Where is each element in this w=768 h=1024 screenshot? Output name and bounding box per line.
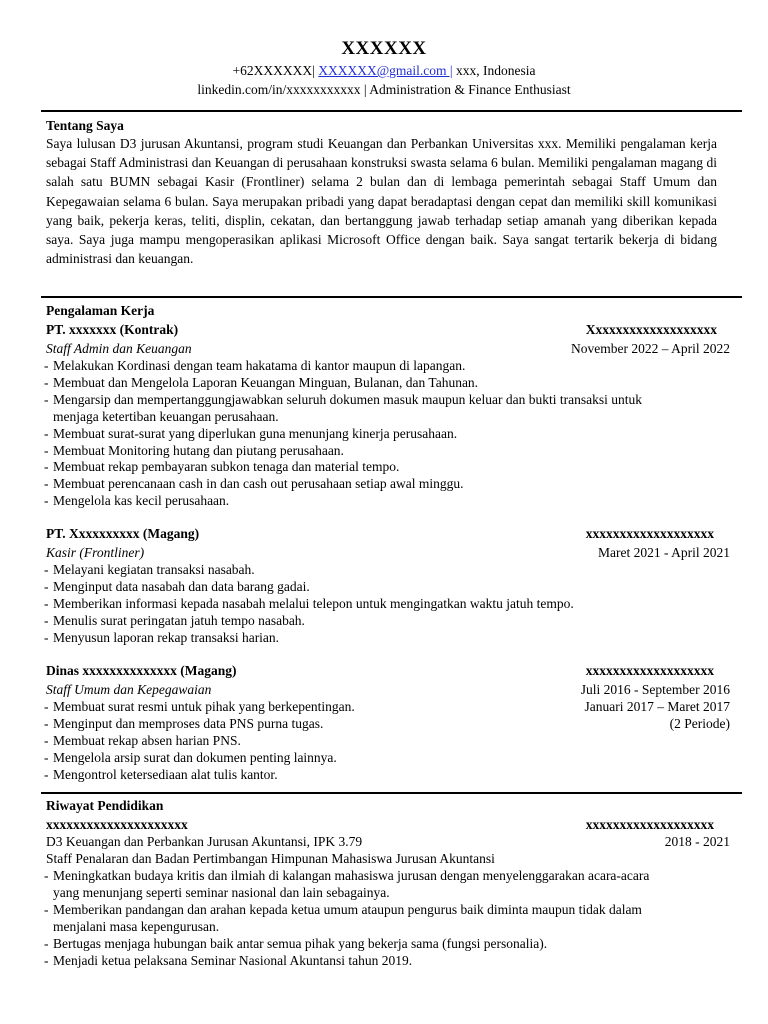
job-bullets [44,562,724,647]
list-item: - Menyusun laporan rekap transaksi harian. [44,630,724,647]
list-item: - Membuat perencanaan cash in dan cash out perusahaan setiap awal minggu. [44,476,724,493]
job-bullets [44,699,724,784]
list-item: - Membuat surat resmi untuk pihak yang berkepentingan. [44,699,724,716]
list-item: - Membuat rekap absen harian PNS. [44,733,724,750]
job-period: Juli 2016 - September 2016 [580,682,730,697]
job-company: PT. Xxxxxxxxxx (Magang) [46,526,200,541]
job-location: Xxxxxxxxxxxxxxxxxxx [585,322,717,337]
divider [41,296,742,298]
list-item: - Mengelola arsip surat dan dokumen penting lainnya. [44,750,724,767]
list-item: - Memberikan pandangan dan arahan kepada ketua umum ataupun pengurus baik diminta maupun tidak dalam menjalani masa kepengurusan. [44,902,668,936]
list-item: - Mengontrol ketersediaan alat tulis kantor. [44,767,724,784]
job-location: xxxxxxxxxxxxxxxxxxx [585,526,714,541]
job-company: PT. xxxxxxx (Kontrak) [46,322,179,337]
degree: D3 Keuangan dan Perbankan Jurusan Akuntansi, IPK 3.79 [46,834,363,849]
divider [41,110,742,112]
profile-links: linkedin.com/in/xxxxxxxxxxx | Administration & Finance Enthusiast [197,82,571,97]
education-period: 2018 - 2021 [664,834,730,849]
organization: Staff Penalaran dan Badan Pertimbangan Himpunan Mahasiswa Jurusan Akuntansi [46,851,495,866]
list-item: - Mengelola kas kecil perusahaan. [44,493,724,510]
education-bullets [44,868,724,969]
section-title-education: Riwayat Pendidikan [46,798,164,813]
list-item: - Membuat Monitoring hutang dan piutang perusahaan. [44,443,724,460]
about-text: Saya lulusan D3 jurusan Akuntansi, program studi Keuangan dan Perbankan Universitas xxx. Memiliki pengalaman kerja sebagai Staff Administrasi dan Keuangan di perusahaan konstruksi swasta selama 6 bulan. Memiliki pengalaman magang di salah satu BUMN sebagai Kasir (Frontliner) selama 2 bulan dan di lembaga pemerintah sebagai Staff Umum dan Kepegawaian selama 6 bulan. Saya merupakan pribadi yang dapat beradaptasi dengan cepat dan memiliki skill komunikasi yang baik, pekerja keras, teliti, displin, cekatan, dan bertanggung jawab terhadap setiap amanah yang diberikan kepada saya. Saya juga mampu mengoperasikan aplikasi Microsoft Office dengan baik. Saya sangat tertarik bekerja di bidang administrasi dan keuangan. [46,136,717,267]
divider [41,792,742,794]
candidate-name: XXXXXX [341,38,427,59]
list-item: - Bertugas menjaga hubungan baik antar semua pihak yang bekerja sama (fungsi personalia). [44,936,724,953]
contact-line [0,63,768,79]
list-item: - Membuat surat-surat yang diperlukan guna menunjang kinerja perusahaan. [44,426,724,443]
job-period-2: Januari 2017 – Maret 2017 [584,699,730,714]
list-item: - Mengarsip dan mempertanggungjawabkan seluruh dokumen masuk maupun keluar dan bukti transaksi untuk menjaga ketertiban keuangan perusahaan. [44,392,663,426]
job-period: November 2022 – April 2022 [571,341,730,356]
list-item: - Melakukan Kordinasi dengan team hakatama di kantor maupun di lapangan. [44,358,724,375]
job-role: Kasir (Frontliner) [46,545,145,560]
section-title-experience: Pengalaman Kerja [46,303,155,318]
list-item: - Melayani kegiatan transaksi nasabah. [44,562,724,579]
school-name: xxxxxxxxxxxxxxxxxxxxx [46,817,188,832]
school-location: xxxxxxxxxxxxxxxxxxx [585,817,714,832]
list-item: - Menulis surat peringatan jatuh tempo nasabah. [44,613,724,630]
job-company: Dinas xxxxxxxxxxxxxx (Magang) [46,663,237,678]
job-period: Maret 2021 - April 2021 [598,545,730,560]
list-item: - Membuat dan Mengelola Laporan Keuangan Minguan, Bulanan, dan Tahunan. [44,375,724,392]
job-location: xxxxxxxxxxxxxxxxxxx [585,663,714,678]
list-item: - Meningkatkan budaya kritis dan ilmiah di kalangan mahasiswa jurusan dengan menyelenggarakan acara-acara yang menunjang seperti seminar nasional dan lain sebagainya. [44,868,678,902]
section-title-about: Tentang Saya [46,118,124,133]
email-link[interactable]: XXXXXX@gmail.com | [318,63,453,78]
phone: +62XXXXXX| [232,63,315,78]
location: xxx, Indonesia [455,63,536,78]
list-item: - Menginput data nasabah dan data barang gadai. [44,579,724,596]
list-item: - Menginput dan memproses data PNS purna tugas. [44,716,724,733]
list-item: - Memberikan informasi kepada nasabah melalui telepon untuk mengingatkan waktu jatuh tempo. [44,596,724,613]
job-role: Staff Umum dan Kepegawaian [46,682,212,697]
job-bullets [44,358,724,510]
list-item: - Menjadi ketua pelaksana Seminar Nasional Akuntansi tahun 2019. [44,953,724,970]
list-item: - Membuat rekap pembayaran subkon tenaga dan material tempo. [44,459,724,476]
job-role: Staff Admin dan Keuangan [46,341,192,356]
job-period-note: (2 Periode) [669,716,730,731]
